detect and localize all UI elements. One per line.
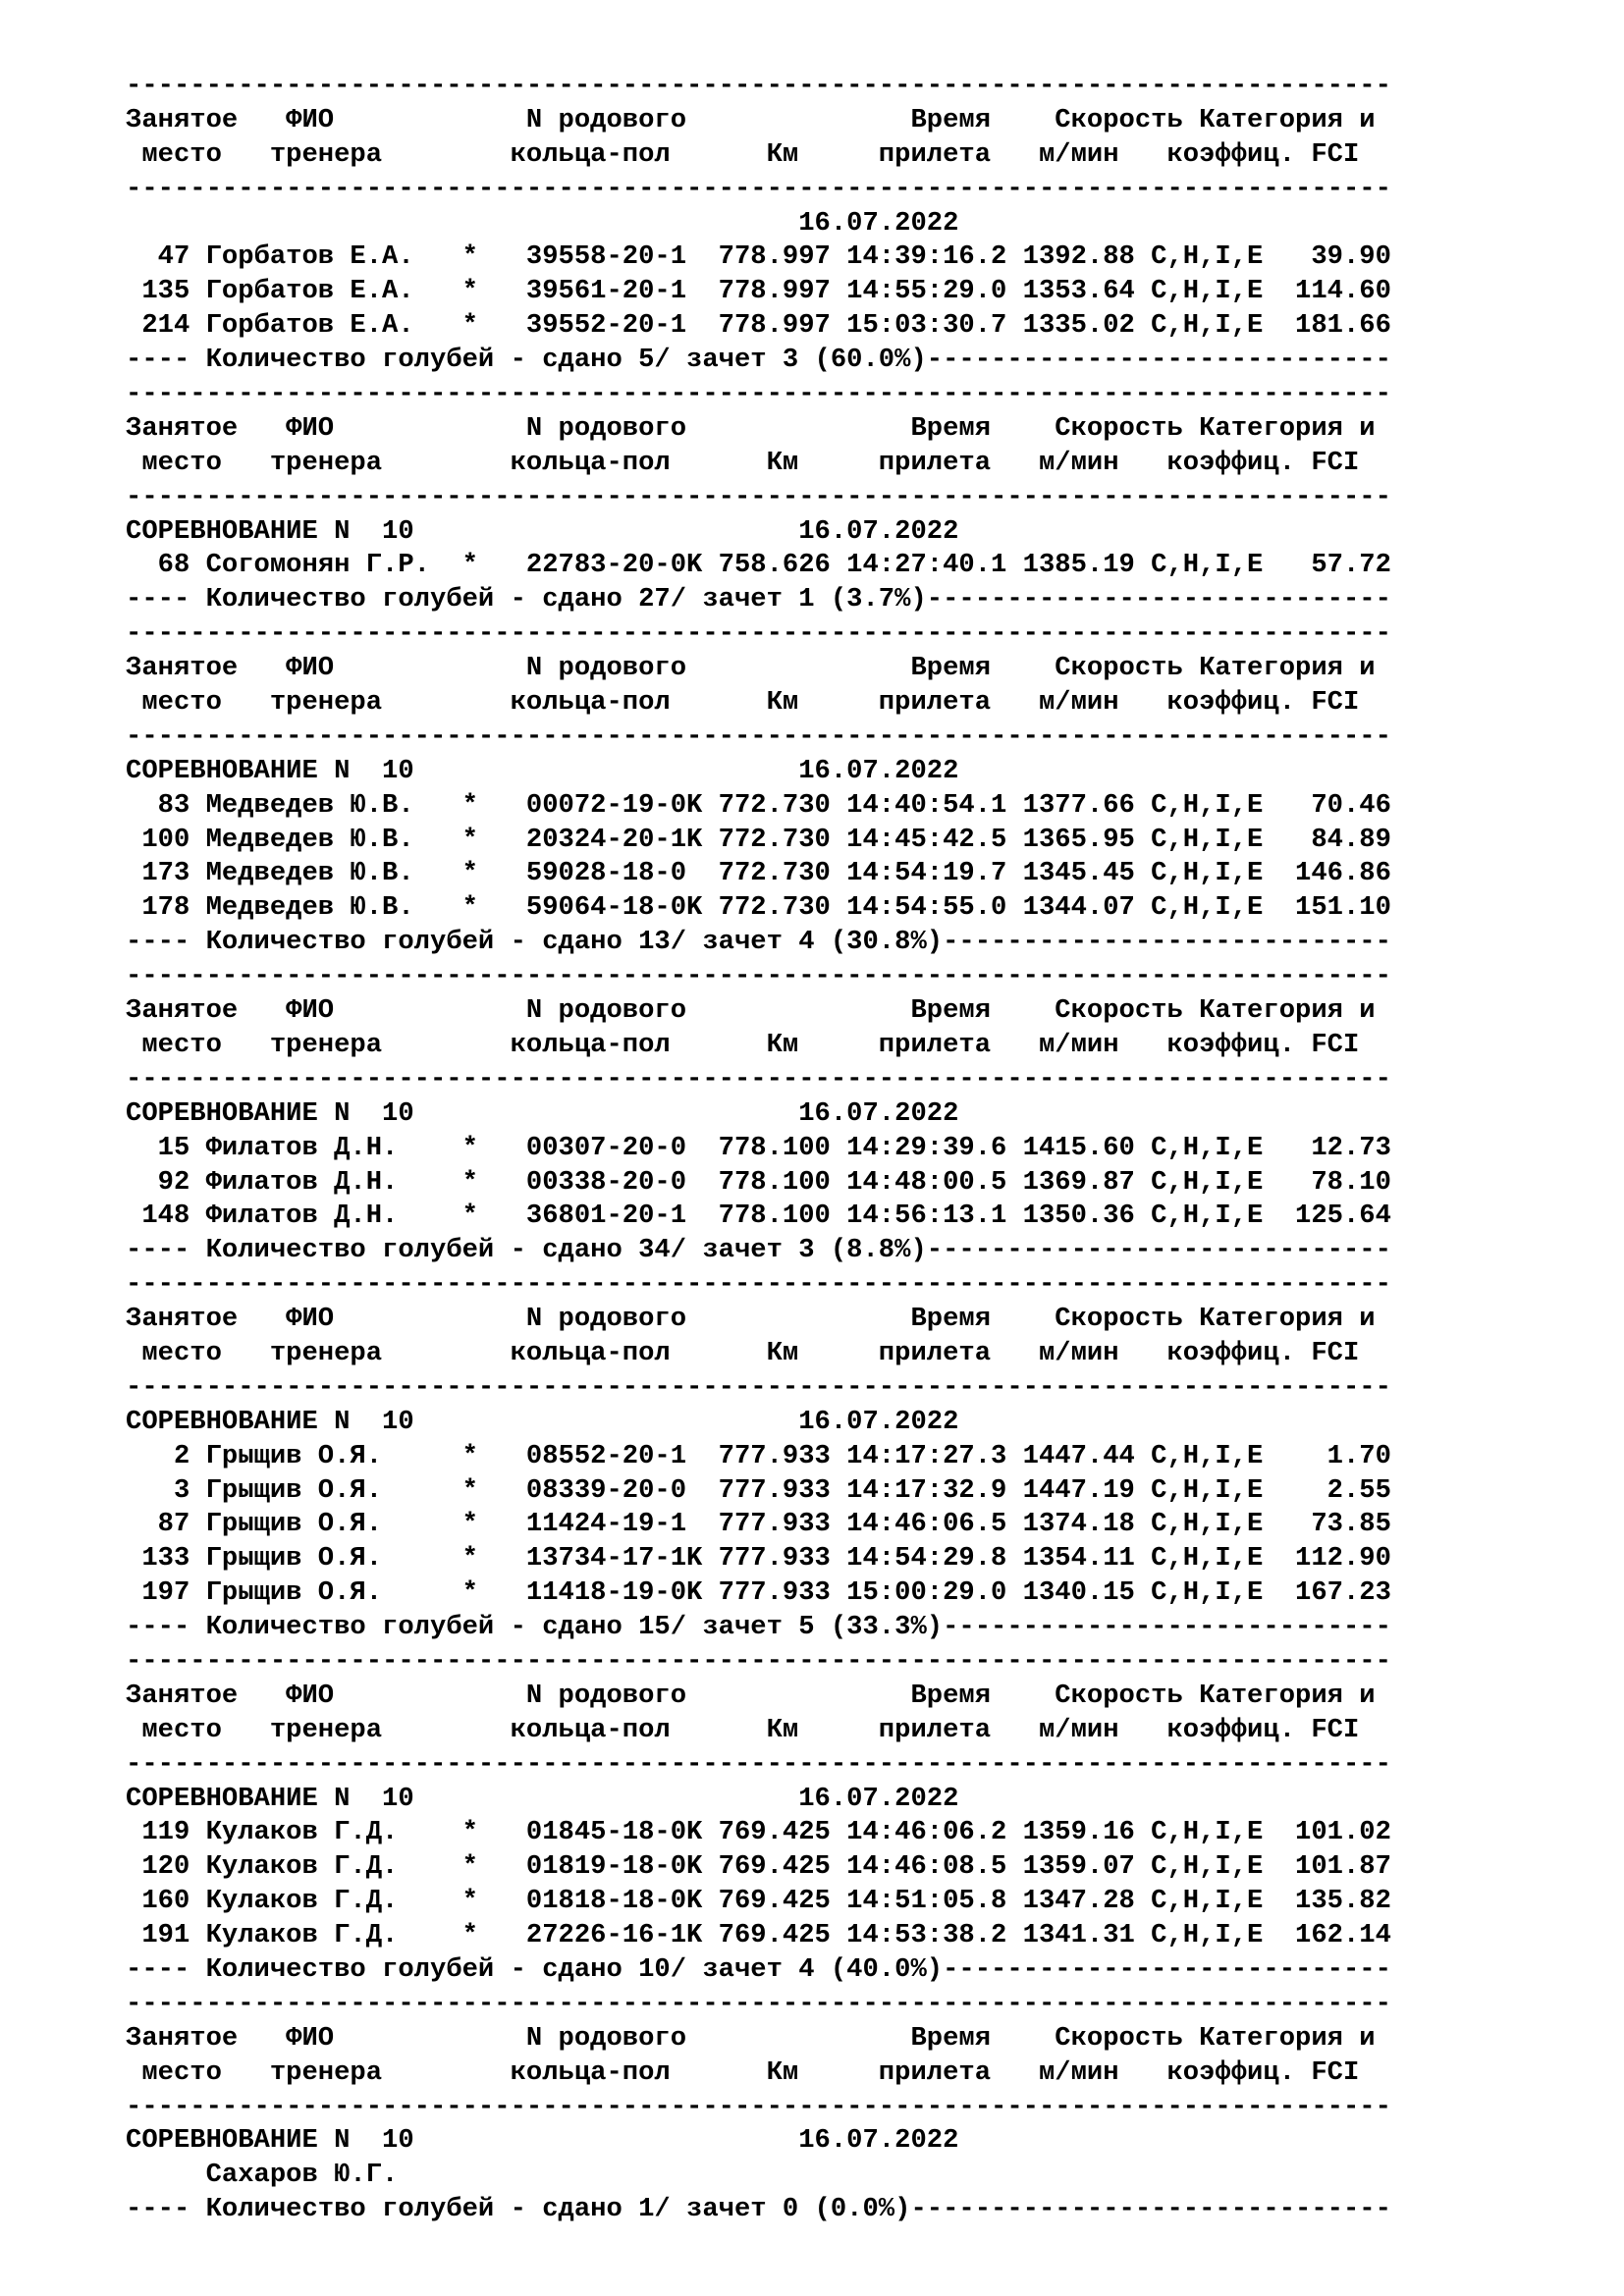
summary-line: ---- Количество голубей - сдано 15/ зачет 5 (33.3%)---------------------------- [126,1612,1391,1643]
result-row: 47 Горбатов Е.А. * 39558-20-1 778.997 14:39:16.2 1392.88 C,H,I,E 39.90 [126,241,1391,273]
result-row: 119 Кулаков Г.Д. * 01845-18-0K 769.425 14:46:06.2 1359.16 C,H,I,E 101.02 [126,1817,1391,1848]
separator-line: ------------------------------------------------------------------------------- [126,1063,1391,1095]
table-header-line-2: место тренера кольца-пол Км прилета м/мин коэффиц. FCI [126,1714,1360,1745]
competition-date-line: 16.07.2022 [126,207,959,239]
result-row: 173 Медведев Ю.В. * 59028-18-0 772.730 14:54:19.7 1345.45 C,H,I,E 146.86 [126,858,1391,889]
table-header-line-1: Занятое ФИО N родового Время Скорость Категория и [126,2022,1376,2054]
separator-line: ------------------------------------------------------------------------------- [126,2091,1391,2122]
result-row: 83 Медведев Ю.В. * 00072-19-0K 772.730 14:40:54.1 1377.66 C,H,I,E 70.46 [126,789,1391,821]
separator-line: ------------------------------------------------------------------------------- [126,1748,1391,1780]
summary-line: ---- Количество голубей - сдано 1/ зачет 0 (0.0%)------------------------------ [126,2194,1391,2225]
result-row: 68 Согомонян Г.Р. * 22783-20-0K 758.626 14:27:40.1 1385.19 C,H,I,E 57.72 [126,550,1391,581]
result-row: 160 Кулаков Г.Д. * 01818-18-0K 769.425 14:51:05.8 1347.28 C,H,I,E 135.82 [126,1886,1391,1917]
result-row: 100 Медведев Ю.В. * 20324-20-1K 772.730 14:45:42.5 1365.95 C,H,I,E 84.89 [126,824,1391,855]
separator-line: ------------------------------------------------------------------------------- [126,1988,1391,2019]
result-row: 133 Грыщив О.Я. * 13734-17-1K 777.933 14:54:29.8 1354.11 C,H,I,E 112.90 [126,1543,1391,1575]
table-header-line-1: Занятое ФИО N родового Время Скорость Категория и [126,104,1376,135]
result-row: 3 Грыщив О.Я. * 08339-20-0 777.933 14:17:32.9 1447.19 C,H,I,E 2.55 [126,1474,1391,1506]
table-header-line-1: Занятое ФИО N родового Время Скорость Категория и [126,995,1376,1027]
table-header-line-2: место тренера кольца-пол Км прилета м/мин коэффиц. FCI [126,1029,1360,1060]
summary-line: ---- Количество голубей - сдано 34/ зачет 3 (8.8%)----------------------------- [126,1235,1391,1266]
result-row: 191 Кулаков Г.Д. * 27226-16-1K 769.425 14:53:38.2 1341.31 C,H,I,E 162.14 [126,1920,1391,1951]
separator-line: ------------------------------------------------------------------------------- [126,379,1391,410]
separator-line: ------------------------------------------------------------------------------- [126,721,1391,752]
result-row: 92 Филатов Д.Н. * 00338-20-0 778.100 14:48:00.5 1369.87 C,H,I,E 78.10 [126,1166,1391,1198]
competition-date-line: СОРЕВНОВАНИЕ N 10 16.07.2022 [126,2125,959,2157]
table-header-line-2: место тренера кольца-пол Км прилета м/мин коэффиц. FCI [126,138,1360,170]
table-header-line-1: Занятое ФИО N родового Время Скорость Категория и [126,412,1376,444]
table-header-line-1: Занятое ФИО N родового Время Скорость Категория и [126,1304,1376,1335]
summary-line: ---- Количество голубей - сдано 5/ зачет 3 (60.0%)----------------------------- [126,345,1391,376]
race-results-report [126,70,1598,2227]
competition-date-line: СОРЕВНОВАНИЕ N 10 16.07.2022 [126,1406,959,1437]
separator-line: ------------------------------------------------------------------------------- [126,618,1391,650]
summary-line: ---- Количество голубей - сдано 27/ зачет 1 (3.7%)----------------------------- [126,584,1391,615]
result-row: 15 Филатов Д.Н. * 00307-20-0 778.100 14:29:39.6 1415.60 C,H,I,E 12.73 [126,1132,1391,1163]
competition-date-line: СОРЕВНОВАНИЕ N 10 16.07.2022 [126,515,959,547]
table-header-line-1: Занятое ФИО N родового Время Скорость Категория и [126,1680,1376,1711]
summary-line: ---- Количество голубей - сдано 13/ зачет 4 (30.8%)---------------------------- [126,927,1391,958]
separator-line: ------------------------------------------------------------------------------- [126,961,1391,992]
result-row: 197 Грыщив О.Я. * 11418-19-0K 777.933 15:00:29.0 1340.15 C,H,I,E 167.23 [126,1577,1391,1609]
result-row: 87 Грыщив О.Я. * 11424-19-1 777.933 14:46:06.5 1374.18 C,H,I,E 73.85 [126,1509,1391,1540]
separator-line: ------------------------------------------------------------------------------- [126,71,1391,101]
result-row: 148 Филатов Д.Н. * 36801-20-1 778.100 14:56:13.1 1350.36 C,H,I,E 125.64 [126,1201,1391,1232]
competition-date-line: СОРЕВНОВАНИЕ N 10 16.07.2022 [126,755,959,786]
table-header-line-2: место тренера кольца-пол Км прилета м/мин коэффиц. FCI [126,447,1360,478]
result-row: 135 Горбатов Е.А. * 39561-20-1 778.997 14:55:29.0 1353.64 C,H,I,E 114.60 [126,276,1391,307]
separator-line: ------------------------------------------------------------------------------- [126,1645,1391,1677]
table-header-line-2: место тренера кольца-пол Км прилета м/мин коэффиц. FCI [126,2056,1360,2088]
summary-line: ---- Количество голубей - сдано 10/ зачет 4 (40.0%)---------------------------- [126,1953,1391,1985]
result-row: 2 Грыщив О.Я. * 08552-20-1 777.933 14:17:27.3 1447.44 C,H,I,E 1.70 [126,1440,1391,1471]
table-header-line-1: Занятое ФИО N родового Время Скорость Категория и [126,653,1376,684]
result-row: 178 Медведев Ю.В. * 59064-18-0K 772.730 14:54:55.0 1344.07 C,H,I,E 151.10 [126,892,1391,924]
competition-date-line: СОРЕВНОВАНИЕ N 10 16.07.2022 [126,1097,959,1129]
separator-line: ------------------------------------------------------------------------------- [126,1269,1391,1301]
separator-line: ------------------------------------------------------------------------------- [126,1371,1391,1403]
result-row: 120 Кулаков Г.Д. * 01819-18-0K 769.425 14:46:08.5 1359.07 C,H,I,E 101.87 [126,1851,1391,1883]
competition-date-line: СОРЕВНОВАНИЕ N 10 16.07.2022 [126,1783,959,1814]
separator-line: ------------------------------------------------------------------------------- [126,481,1391,512]
separator-line: ------------------------------------------------------------------------------- [126,173,1391,204]
table-header-line-2: место тренера кольца-пол Км прилета м/мин коэффиц. FCI [126,687,1360,719]
table-header-line-2: место тренера кольца-пол Км прилета м/мин коэффиц. FCI [126,1337,1360,1368]
result-row: 214 Горбатов Е.А. * 39552-20-1 778.997 15:03:30.7 1335.02 C,H,I,E 181.66 [126,310,1391,342]
trainer-name-line: Сахаров Ю.Г. [126,2160,399,2191]
